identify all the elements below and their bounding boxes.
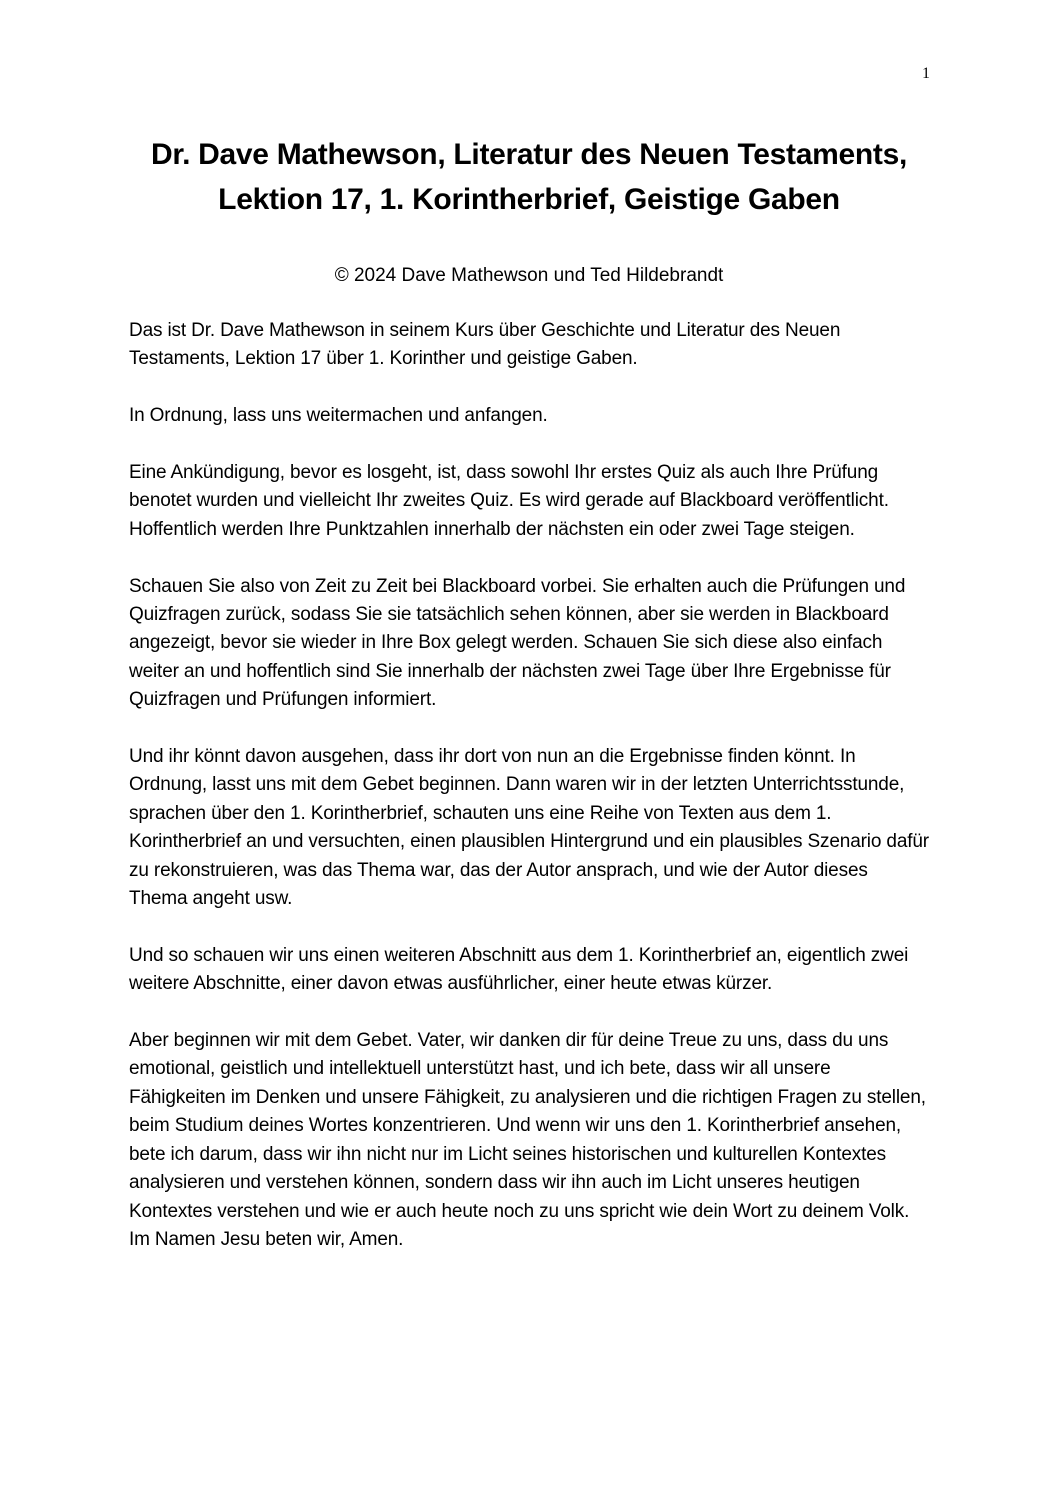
page-number: 1 [922,65,930,82]
paragraph: Und so schauen wir uns einen weiteren Abschnitt aus dem 1. Korintherbrief an, eigentlich zwei weitere Abschnitte, einer davon etwas ausführlicher, einer heute etwas kürzer. [129,944,909,995]
copyright-line: © 2024 Dave Mathewson und Ted Hildebrandt [334,265,724,286]
document-body [129,317,929,1283]
paragraph: Schauen Sie also von Zeit zu Zeit bei Blackboard vorbei. Sie erhalten auch die Prüfungen und Quizfragen zurück, sodass Sie sie tatsächlich sehen können, aber sie werden in Blackboard angezeigt, bevor sie wieder in Ihre Box gelegt werden. Schauen Sie sich diese also einfach weiter an und hoffentlich sind Sie innerhalb der nächsten zwei Tage über Ihre Ergebnisse für Quizfragen und Prüfungen informiert. [129,575,906,711]
paragraph: Aber beginnen wir mit dem Gebet. Vater, wir danken dir für deine Treue zu uns, dass du uns emotional, geistlich und intellektuell unterstützt hast, und ich bete, dass wir all unsere Fähigkeiten im Denken und unsere Fähigkeit, zu analysieren und die richtigen Fragen zu stellen, beim Studium deines Wortes konzentrieren. Und wenn wir uns den 1. Korintherbrief ansehen, bete ich darum, dass wir ihn nicht nur im Licht seines historischen und kulturellen Kontextes analysieren und verstehen können, sondern dass wir ihn auch im Licht unseres heutigen Kontextes verstehen und wie er auch heute noch zu uns spricht wie dein Wort zu deinem Volk. Im Namen Jesu beten wir, Amen. [129,1030,926,1250]
paragraph: Und ihr könnt davon ausgehen, dass ihr dort von nun an die Ergebnisse finden könnt. In Ordnung, lasst uns mit dem Gebet beginnen. Dann waren wir in der letzten Unterrichtsstunde, sprachen über den 1. Korintherbrief, schauten uns eine Reihe von Texten aus dem 1. Korintherbrief an und versuchten, einen plausiblen Hintergrund und ein plausibles Szenario dafür zu rekonstruieren, was das Thema war, das der Autor ansprach, und wie der Autor dieses Thema angeht usw. [129,746,929,910]
paragraph: Das ist Dr. Dave Mathewson in seinem Kurs über Geschichte und Literatur des Neuen Testaments, Lektion 17 über 1. Korinther und geistige Gaben. [129,320,841,370]
document-title: Dr. Dave Mathewson, Literatur des Neuen Testaments, Lektion 17, 1. Korintherbrief, Geistige Gaben [150,138,908,216]
paragraph: Eine Ankündigung, bevor es losgeht, ist, dass sowohl Ihr erstes Quiz als auch Ihre Prüfung benotet wurden und vielleicht Ihr zweites Quiz. Es wird gerade auf Blackboard veröffentlicht. Hoffentlich werden Ihre Punktzahlen innerhalb der nächsten ein oder zwei Tage steigen. [129,462,889,540]
paragraph: In Ordnung, lass uns weitermachen und anfangen. [129,405,548,427]
